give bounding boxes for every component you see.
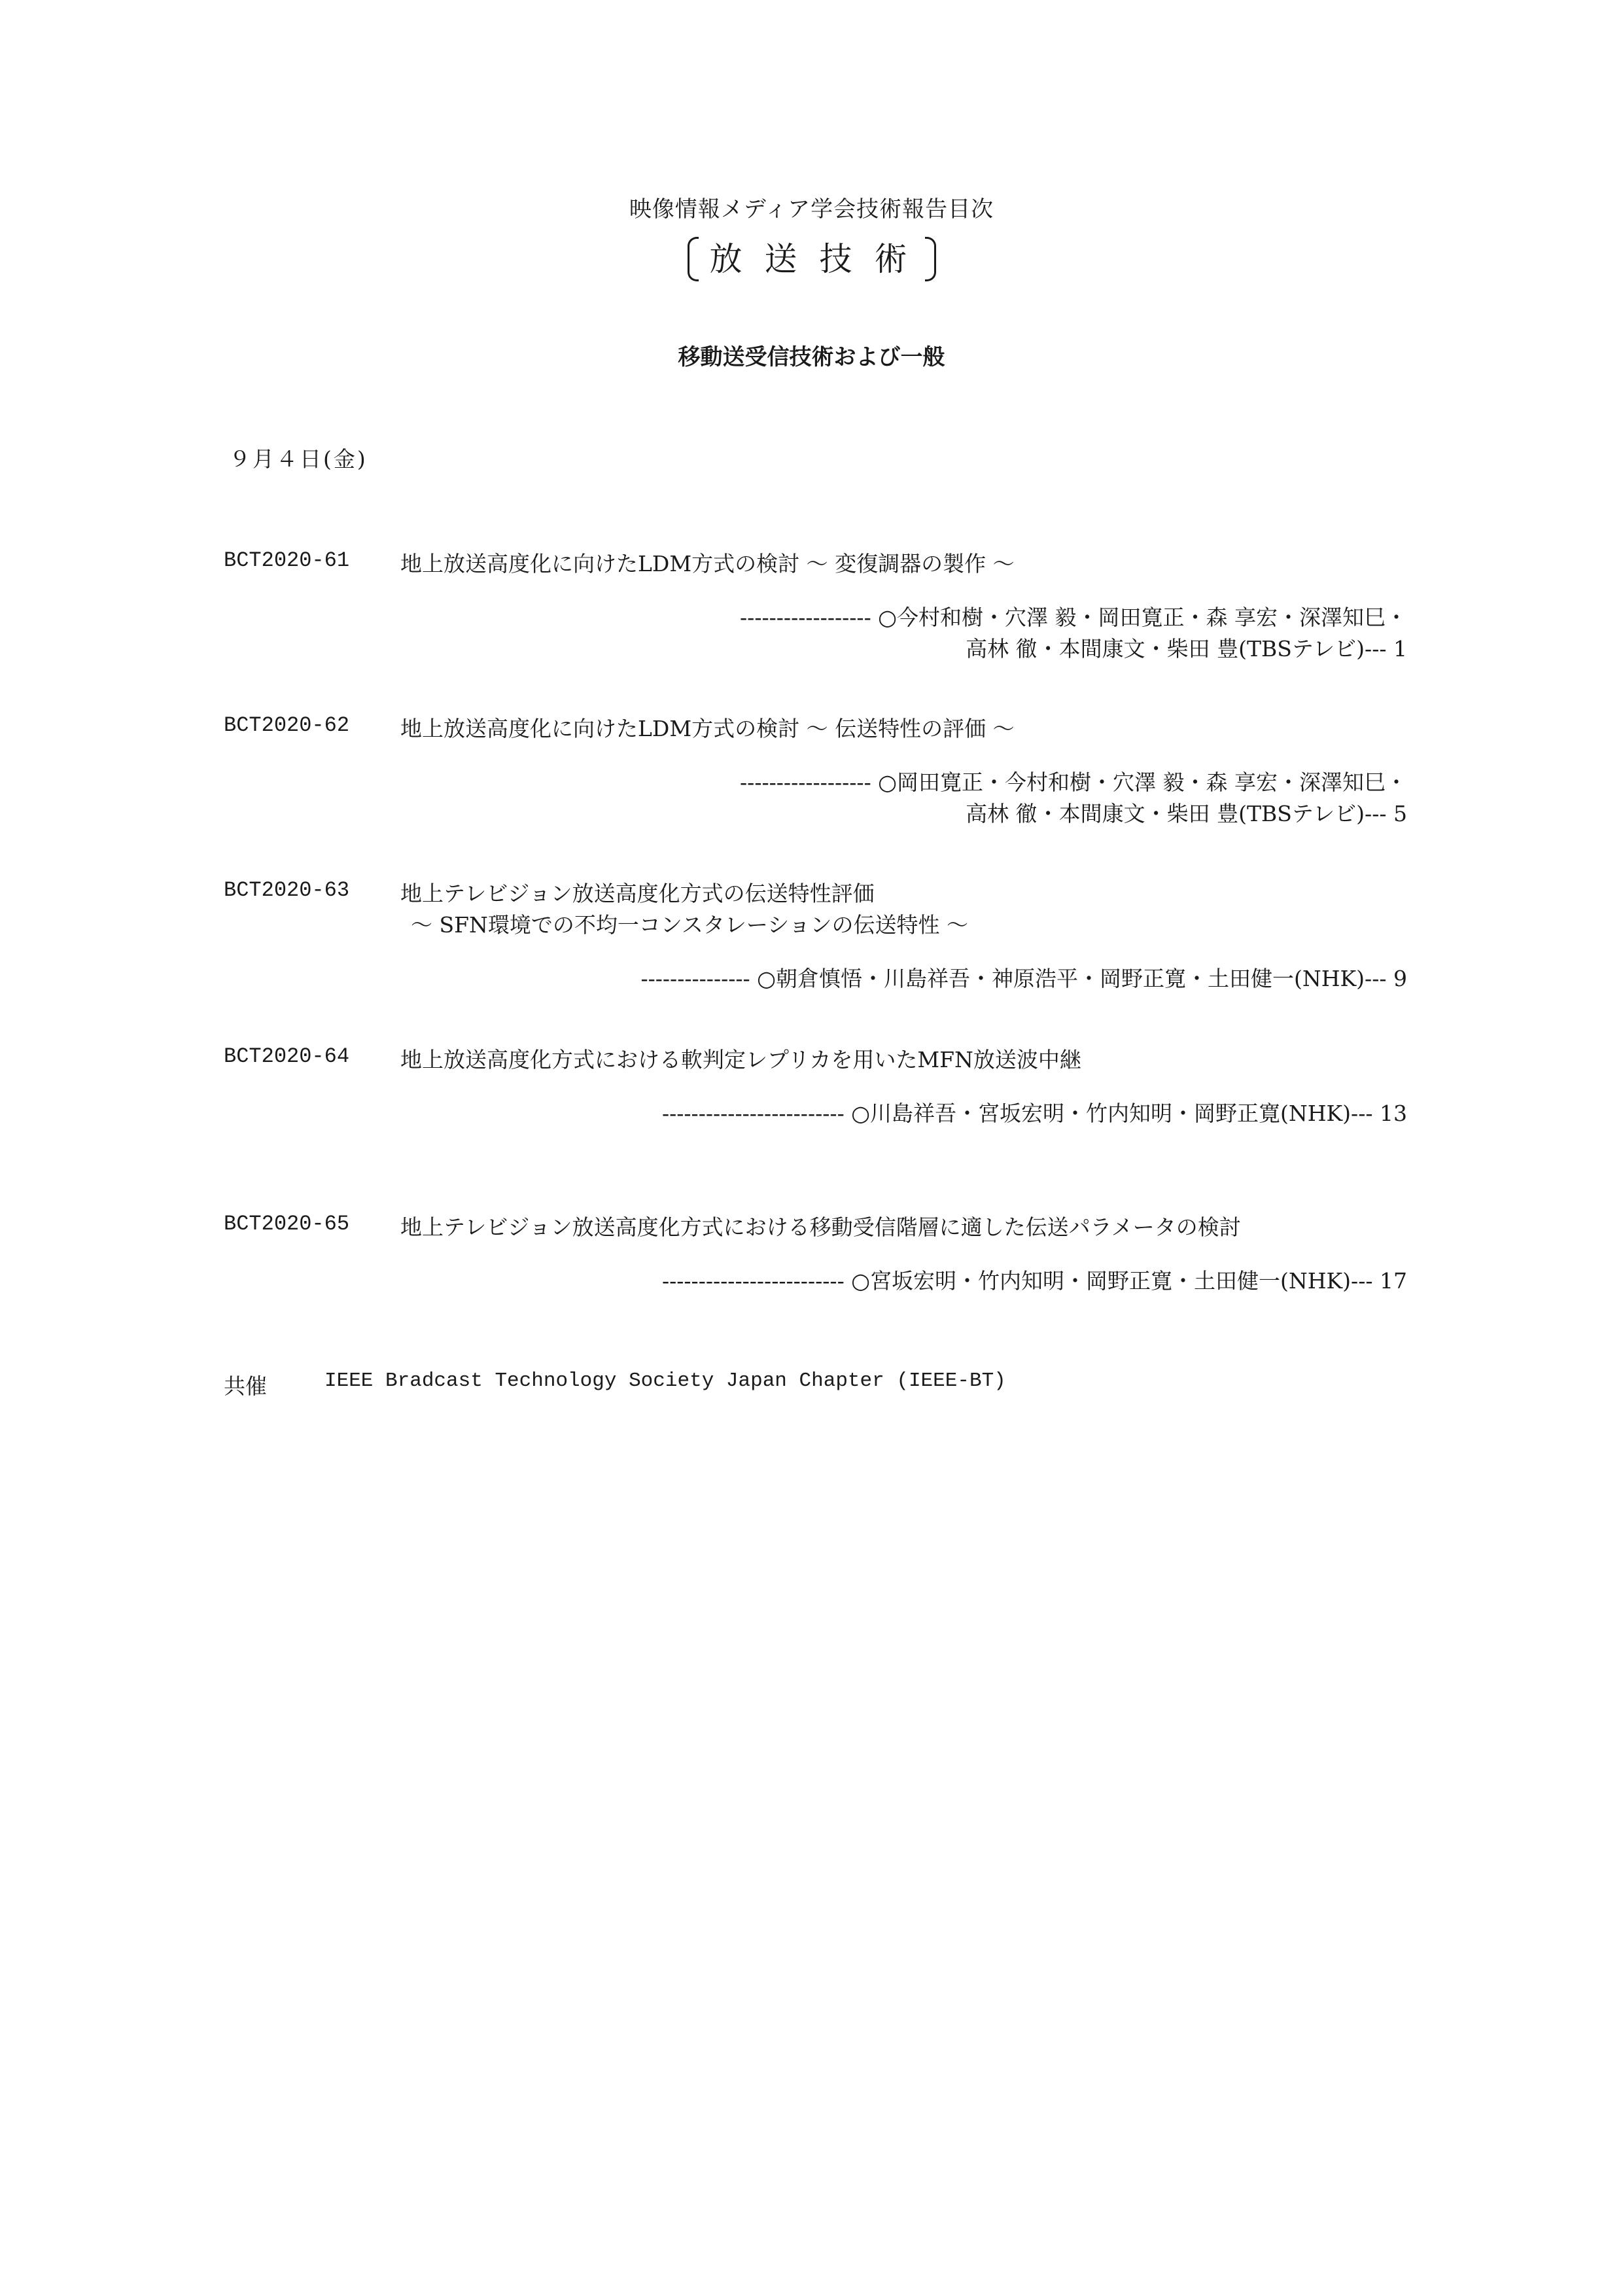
society-heading: 映像情報メディア学会技術報告目次 <box>629 196 994 222</box>
entry-code: BCT2020-61 <box>224 548 350 573</box>
entry-authors-line: 高林 徹・本間康文・柴田 豊(TBSテレビ)--- 1 <box>966 636 1407 662</box>
entry-authors-line: 高林 徹・本間康文・柴田 豊(TBSテレビ)--- 5 <box>966 801 1407 826</box>
entry-title: 地上放送高度化に向けたLDM方式の検討 〜 伝送特性の評価 〜 <box>400 716 1015 741</box>
category-heading: 放送技術 <box>688 236 936 283</box>
session-date: ９月４日(金) <box>229 446 368 472</box>
entry-code: BCT2020-62 <box>224 713 350 737</box>
category-heading-wrap <box>0 236 1623 283</box>
entry-authors-line: ------------------------- ○川島祥吾・宮坂宏明・竹内知明・岡野正寛(NHK)--- 13 <box>661 1101 1407 1126</box>
cosponsor-value: IEEE Bradcast Technology Society Japan Chapter (IEEE-BT) <box>324 1369 1006 1392</box>
entry-authors-line: ------------------ ○岡田寛正・今村和樹・穴澤 毅・森 享宏・深澤知巳・ <box>740 769 1407 795</box>
entry-title: 地上テレビジョン放送高度化方式における移動受信階層に適した伝送パラメータの検討 <box>400 1214 1241 1240</box>
entry-title: 地上テレビジョン放送高度化方式の伝送特性評価 <box>400 881 875 906</box>
entry-title: 地上放送高度化に向けたLDM方式の検討 〜 変復調器の製作 〜 <box>400 551 1015 576</box>
entry-authors-line: ------------------ ○今村和樹・穴澤 毅・岡田寛正・森 享宏・深澤知巳・ <box>740 605 1407 630</box>
cosponsor-label: 共催 <box>224 1373 267 1399</box>
entry-authors-line: --------------- ○朝倉慎悟・川島祥吾・神原浩平・岡野正寛・土田健一(NHK)--- 9 <box>640 966 1407 991</box>
entry-title: 地上放送高度化方式における軟判定レプリカを用いたMFN放送波中継 <box>400 1047 1081 1072</box>
entry-authors-line: ------------------------- ○宮坂宏明・竹内知明・岡野正寛・土田健一(NHK)--- 17 <box>661 1268 1407 1294</box>
entry-code: BCT2020-65 <box>224 1212 350 1236</box>
entry-code: BCT2020-63 <box>224 878 350 902</box>
entry-code: BCT2020-64 <box>224 1044 350 1069</box>
entry-subtitle: 〜 SFN環境での不均一コンスタレーションの伝送特性 〜 <box>411 912 969 938</box>
session-subtitle: 移動送受信技術および一般 <box>678 344 945 370</box>
